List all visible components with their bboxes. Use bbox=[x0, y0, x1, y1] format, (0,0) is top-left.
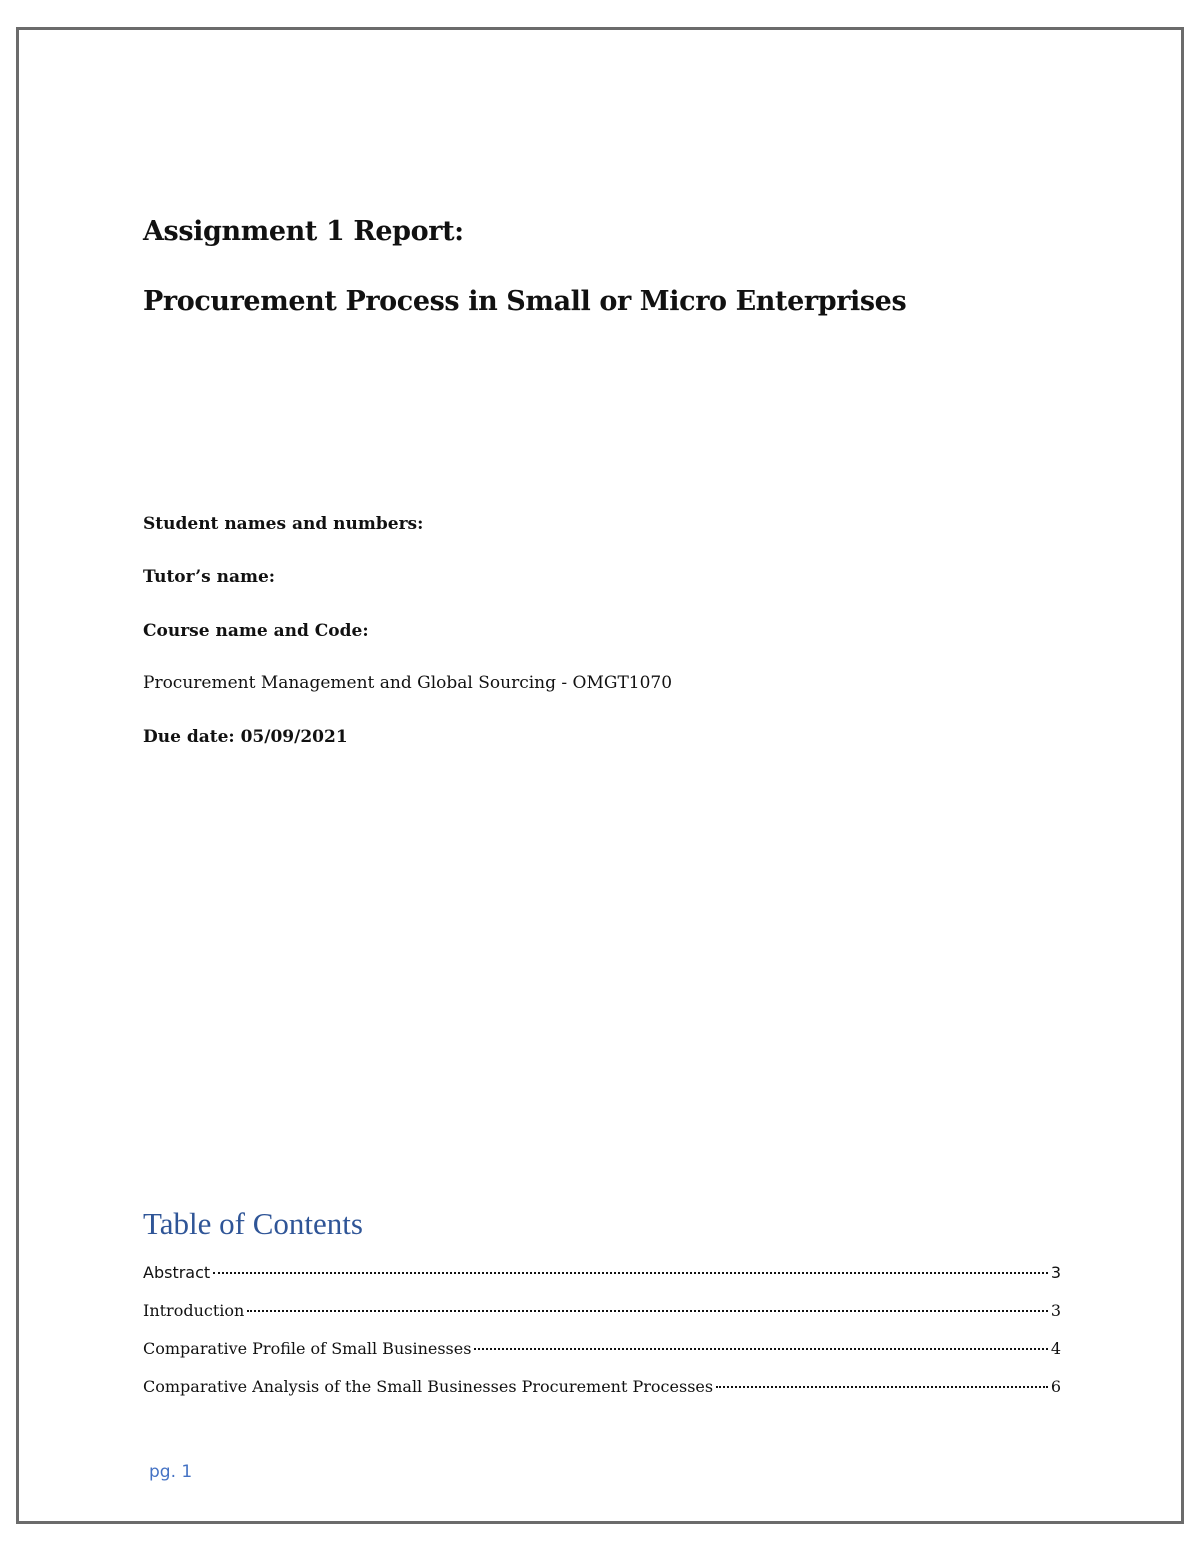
toc-list bbox=[143, 1263, 1061, 1415]
toc-dot-leader bbox=[247, 1310, 1047, 1312]
toc-heading: Table of Contents bbox=[143, 1206, 363, 1241]
toc-entry-page: 6 bbox=[1050, 1377, 1061, 1396]
student-names-label: Student names and numbers: bbox=[143, 514, 424, 534]
report-title-line-1: Assignment 1 Report: bbox=[143, 216, 464, 247]
due-date: Due date: 05/09/2021 bbox=[143, 727, 348, 747]
toc-entry-page: 3 bbox=[1050, 1263, 1061, 1282]
toc-dot-leader bbox=[474, 1348, 1047, 1350]
toc-entry-label: Introduction bbox=[143, 1301, 245, 1320]
toc-entry-label: Abstract bbox=[143, 1263, 211, 1282]
toc-entry-label: Comparative Analysis of the Small Businesses Procurement Processes bbox=[143, 1377, 714, 1396]
tutor-name-label: Tutor’s name: bbox=[143, 567, 276, 587]
toc-entry-abstract[interactable] bbox=[143, 1263, 1061, 1301]
report-title-line-2: Procurement Process in Small or Micro Enterprises bbox=[143, 286, 907, 317]
toc-entry-page: 4 bbox=[1050, 1339, 1061, 1358]
toc-dot-leader bbox=[716, 1386, 1048, 1388]
course-name-value: Procurement Management and Global Sourcing - OMGT1070 bbox=[143, 673, 673, 693]
toc-entry-page: 3 bbox=[1050, 1301, 1061, 1320]
toc-entry-comparative-profile[interactable] bbox=[143, 1339, 1061, 1377]
course-name-label: Course name and Code: bbox=[143, 621, 369, 641]
toc-entry-introduction[interactable] bbox=[143, 1301, 1061, 1339]
toc-entry-comparative-analysis[interactable] bbox=[143, 1377, 1061, 1415]
page-number-footer: pg. 1 bbox=[149, 1462, 193, 1482]
document-page bbox=[16, 27, 1184, 1524]
toc-dot-leader bbox=[213, 1272, 1048, 1274]
toc-entry-label: Comparative Profile of Small Businesses bbox=[143, 1339, 472, 1358]
